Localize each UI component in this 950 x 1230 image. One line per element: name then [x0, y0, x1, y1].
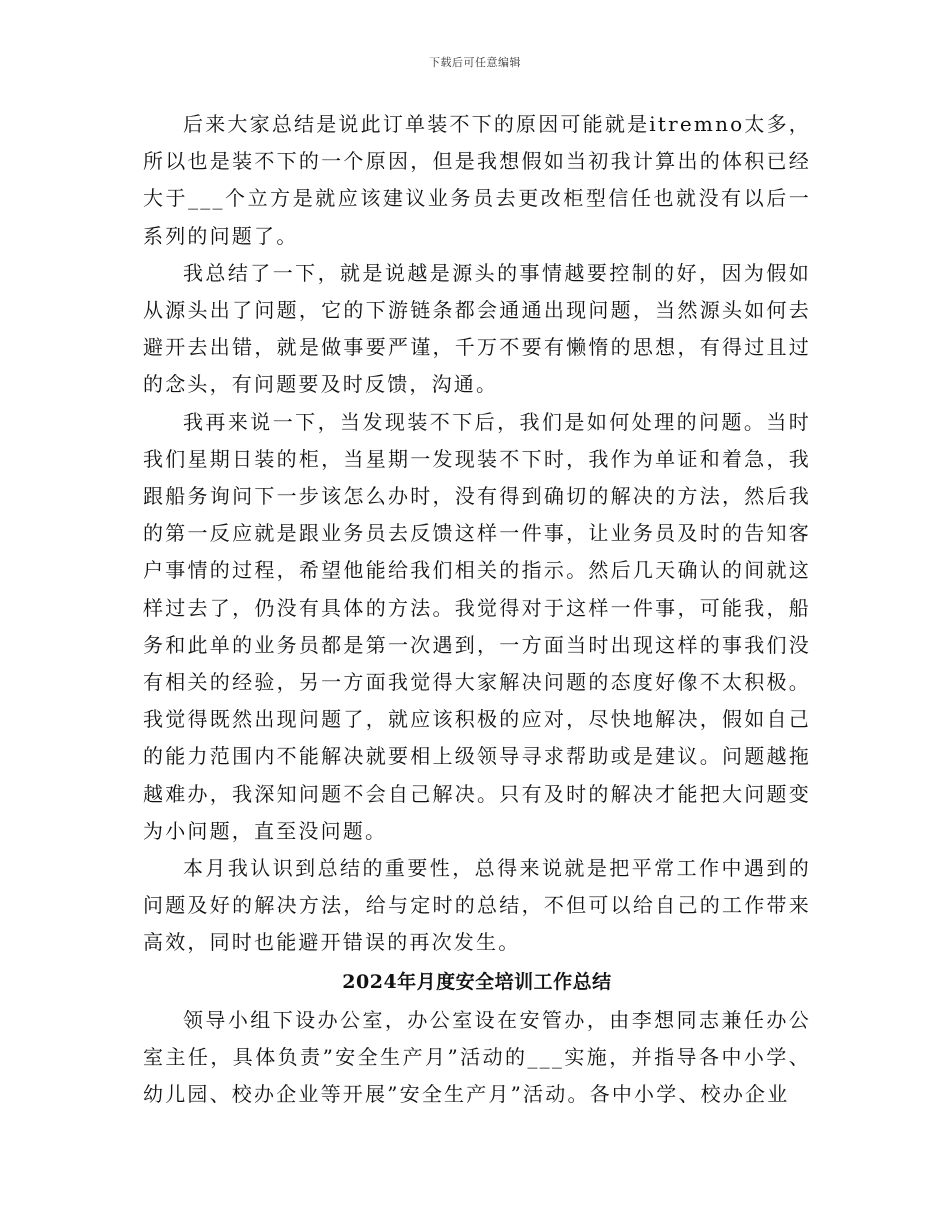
document-body — [143, 106, 811, 1113]
paragraph-4: 本月我认识到总结的重要性，总得来说就是把平常工作中遇到的问题及好的解决方法，给与定时的总结，不但可以给自己的工作带来高效，同时也能避开错误的再次发生。 — [143, 856, 811, 955]
paragraph-5: 领导小组下设办公室，办公室设在安管办，由李想同志兼任办公室主任，具体负责”安全生产月”活动的___实施，并指导各中小学、幼儿园、校办企业等开展”安全生产月”活动。各中小学、校办企业 — [143, 1007, 811, 1107]
paragraph-1: 后来大家总结是说此订单装不下的原因可能就是itremno太多，所以也是装不下的一个原因，但是我想假如当初我计算出的体积已经大于___个立方是就应该建议业务员去更改柜型信任也就没有以后一系列的问题了。 — [143, 112, 811, 248]
paragraph-2: 我总结了一下，就是说越是源头的事情越要控制的好，因为假如从源头出了问题，它的下游链条都会通通出现问题，当然源头如何去避开去出错，就是做事要严谨，千万不要有懒惰的思想，有得过且过的念头，有问题要及时反馈，沟通。 — [143, 260, 811, 397]
section-title: 2024年月度安全培训工作总结 — [342, 970, 612, 993]
page-header-note: 下载后可任意编辑 — [429, 56, 521, 69]
paragraph-3: 我再来说一下，当发现装不下后，我们是如何处理的问题。当时我们星期日装的柜，当星期一发现装不下时，我作为单证和着急，我跟船务询问下一步该怎么办时，没有得到确切的解决的方法，然后我的第一反应就是跟业务员去反馈这样一件事，让业务员及时的告知客户事情的过程，希望他能给我们相关的指示。然后几天确认的间就这样过去了，仍没有具体的方法。我觉得对于这样一件事，可能我，船务和此单的业务员都是第一次遇到，一方面当时出现这样的事我们没有相关的经验，另一方面我觉得大家解决问题的态度好像不太积极。我觉得既然出现问题了，就应该积极的应对，尽快地解决，假如自己的能力范围内不能解决就要相上级领导寻求帮助或是建议。问题越拖越难办，我深知问题不会自己解决。只有及时的解决才能把大问题变为小问题，直至没问题。 — [143, 409, 811, 843]
